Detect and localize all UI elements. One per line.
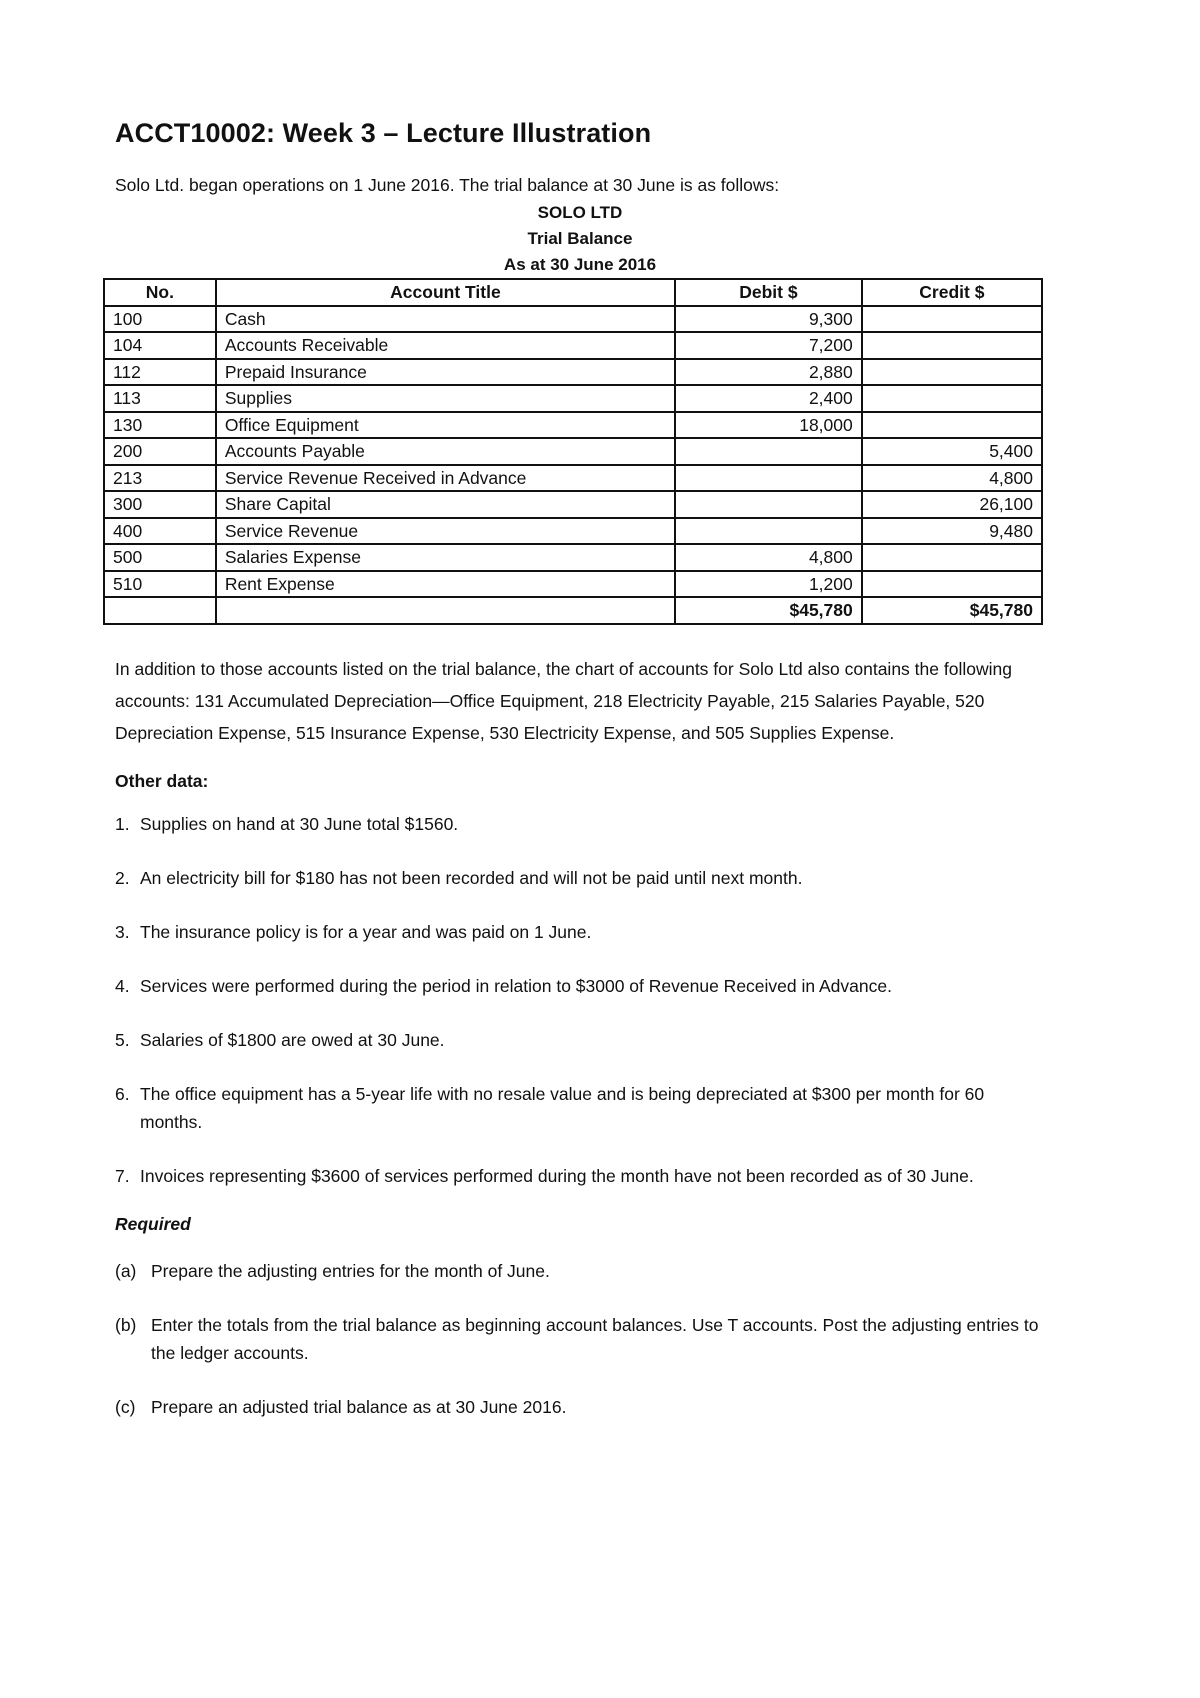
account-no-cell: 130 xyxy=(104,412,216,439)
account-title-cell: Accounts Payable xyxy=(216,438,675,465)
account-title-cell: Share Capital xyxy=(216,491,675,518)
chart-of-accounts-paragraph: In addition to those accounts listed on the trial balance, the chart of accounts for Solo Ltd also contains the following accounts: 131 Accumulated Depreciation—Office Equipment, 218 Electricity Payable, 215 Salaries Payable, 520 Depreciation Expense, 515 Insurance Expense, 530 Electricity Expense, and 505 Supplies Expense. xyxy=(115,658,1012,743)
list-item-marker: 3. xyxy=(115,921,130,942)
total-no-cell xyxy=(104,597,216,624)
table-row xyxy=(104,571,1042,598)
table-row xyxy=(104,518,1042,545)
credit-cell xyxy=(862,332,1042,359)
list-item-text: The office equipment has a 5-year life with no resale value and is being depreciated at $300 per month for 60 months. xyxy=(140,1083,985,1132)
debit-cell: 18,000 xyxy=(675,412,862,439)
account-no-cell: 112 xyxy=(104,359,216,386)
debit-cell: 2,400 xyxy=(675,385,862,412)
debit-cell: 4,800 xyxy=(675,544,862,571)
account-title-cell: Salaries Expense xyxy=(216,544,675,571)
account-no-cell: 113 xyxy=(104,385,216,412)
list-item-text: Invoices representing $3600 of services performed during the month have not been recorded as of 30 June. xyxy=(140,1165,974,1186)
list-item-text: Prepare the adjusting entries for the month of June. xyxy=(151,1260,550,1281)
table-row xyxy=(104,412,1042,439)
account-title-cell: Service Revenue Received in Advance xyxy=(216,465,675,492)
list-item xyxy=(115,1257,1045,1285)
account-no-cell: 400 xyxy=(104,518,216,545)
list-item xyxy=(115,864,1045,892)
required-list xyxy=(115,1257,1045,1421)
table-total-row xyxy=(104,597,1042,624)
table-header-row xyxy=(104,279,1042,306)
credit-cell xyxy=(862,412,1042,439)
table-row xyxy=(104,491,1042,518)
other-data-list xyxy=(115,810,1045,1190)
credit-cell: 26,100 xyxy=(862,491,1042,518)
intro-text: Solo Ltd. began operations on 1 June 2016. The trial balance at 30 June is as follows: xyxy=(115,175,780,195)
table-row xyxy=(104,385,1042,412)
account-no-cell: 104 xyxy=(104,332,216,359)
debit-cell: 1,200 xyxy=(675,571,862,598)
account-no-cell: 200 xyxy=(104,438,216,465)
list-item-marker: (b) xyxy=(115,1314,137,1335)
list-item xyxy=(115,1311,1045,1367)
debit-cell: 2,880 xyxy=(675,359,862,386)
account-title-cell: Office Equipment xyxy=(216,412,675,439)
table-row xyxy=(104,544,1042,571)
list-item-marker: (a) xyxy=(115,1260,137,1281)
trial-balance-table xyxy=(103,278,1043,625)
credit-cell xyxy=(862,544,1042,571)
list-item-text: Services were performed during the period in relation to $3000 of Revenue Received in Advance. xyxy=(140,975,892,996)
list-item-marker: 6. xyxy=(115,1083,130,1104)
list-item-marker: (c) xyxy=(115,1396,136,1417)
debit-cell xyxy=(675,491,862,518)
list-item-marker: 4. xyxy=(115,975,130,996)
account-no-cell: 500 xyxy=(104,544,216,571)
account-title-cell: Rent Expense xyxy=(216,571,675,598)
header-no: No. xyxy=(104,279,216,306)
credit-cell: 4,800 xyxy=(862,465,1042,492)
required-label: Required xyxy=(115,1213,191,1234)
debit-cell xyxy=(675,518,862,545)
credit-cell xyxy=(862,359,1042,386)
list-item xyxy=(115,1393,1045,1421)
list-item-text: Salaries of $1800 are owed at 30 June. xyxy=(140,1029,445,1050)
trial-balance-body xyxy=(104,306,1042,598)
credit-cell xyxy=(862,571,1042,598)
account-title-cell: Supplies xyxy=(216,385,675,412)
list-item-marker: 2. xyxy=(115,867,130,888)
trial-balance-company: SOLO LTD xyxy=(537,203,623,222)
debit-cell xyxy=(675,465,862,492)
account-title-cell: Cash xyxy=(216,306,675,333)
document-page xyxy=(115,118,1045,1447)
debit-cell xyxy=(675,438,862,465)
list-item xyxy=(115,1026,1045,1054)
page-title: ACCT10002: Week 3 – Lecture Illustration xyxy=(115,118,652,148)
account-no-cell: 510 xyxy=(104,571,216,598)
table-row xyxy=(104,359,1042,386)
table-row xyxy=(104,306,1042,333)
list-item-text: Supplies on hand at 30 June total $1560. xyxy=(140,813,459,834)
debit-cell: 7,200 xyxy=(675,332,862,359)
credit-cell: 5,400 xyxy=(862,438,1042,465)
list-item xyxy=(115,918,1045,946)
list-item-marker: 7. xyxy=(115,1165,130,1186)
total-credit: $45,780 xyxy=(862,597,1042,624)
table-row xyxy=(104,438,1042,465)
list-item xyxy=(115,1162,1045,1190)
credit-cell xyxy=(862,385,1042,412)
list-item-marker: 5. xyxy=(115,1029,130,1050)
account-title-cell: Accounts Receivable xyxy=(216,332,675,359)
account-no-cell: 213 xyxy=(104,465,216,492)
header-debit: Debit $ xyxy=(675,279,862,306)
list-item-text: An electricity bill for $180 has not been recorded and will not be paid until next month. xyxy=(140,867,803,888)
list-item-text: Prepare an adjusted trial balance as at 30 June 2016. xyxy=(151,1396,567,1417)
list-item-text: Enter the totals from the trial balance as beginning account balances. Use T accounts. Post the adjusting entries to the ledger accounts. xyxy=(151,1314,1039,1363)
debit-cell: 9,300 xyxy=(675,306,862,333)
trial-balance-date: As at 30 June 2016 xyxy=(503,255,657,274)
credit-cell: 9,480 xyxy=(862,518,1042,545)
table-row xyxy=(104,465,1042,492)
account-no-cell: 100 xyxy=(104,306,216,333)
list-item-text: The insurance policy is for a year and was paid on 1 June. xyxy=(140,921,592,942)
account-title-cell: Service Revenue xyxy=(216,518,675,545)
account-title-cell: Prepaid Insurance xyxy=(216,359,675,386)
list-item xyxy=(115,1080,1045,1136)
header-credit: Credit $ xyxy=(862,279,1042,306)
list-item xyxy=(115,972,1045,1000)
header-account-title: Account Title xyxy=(216,279,675,306)
account-no-cell: 300 xyxy=(104,491,216,518)
other-data-label: Other data: xyxy=(115,770,209,791)
list-item xyxy=(115,810,1045,838)
table-row xyxy=(104,332,1042,359)
credit-cell xyxy=(862,306,1042,333)
total-debit: $45,780 xyxy=(675,597,862,624)
total-title-cell xyxy=(216,597,675,624)
trial-balance-name: Trial Balance xyxy=(527,229,633,248)
list-item-marker: 1. xyxy=(115,813,130,834)
